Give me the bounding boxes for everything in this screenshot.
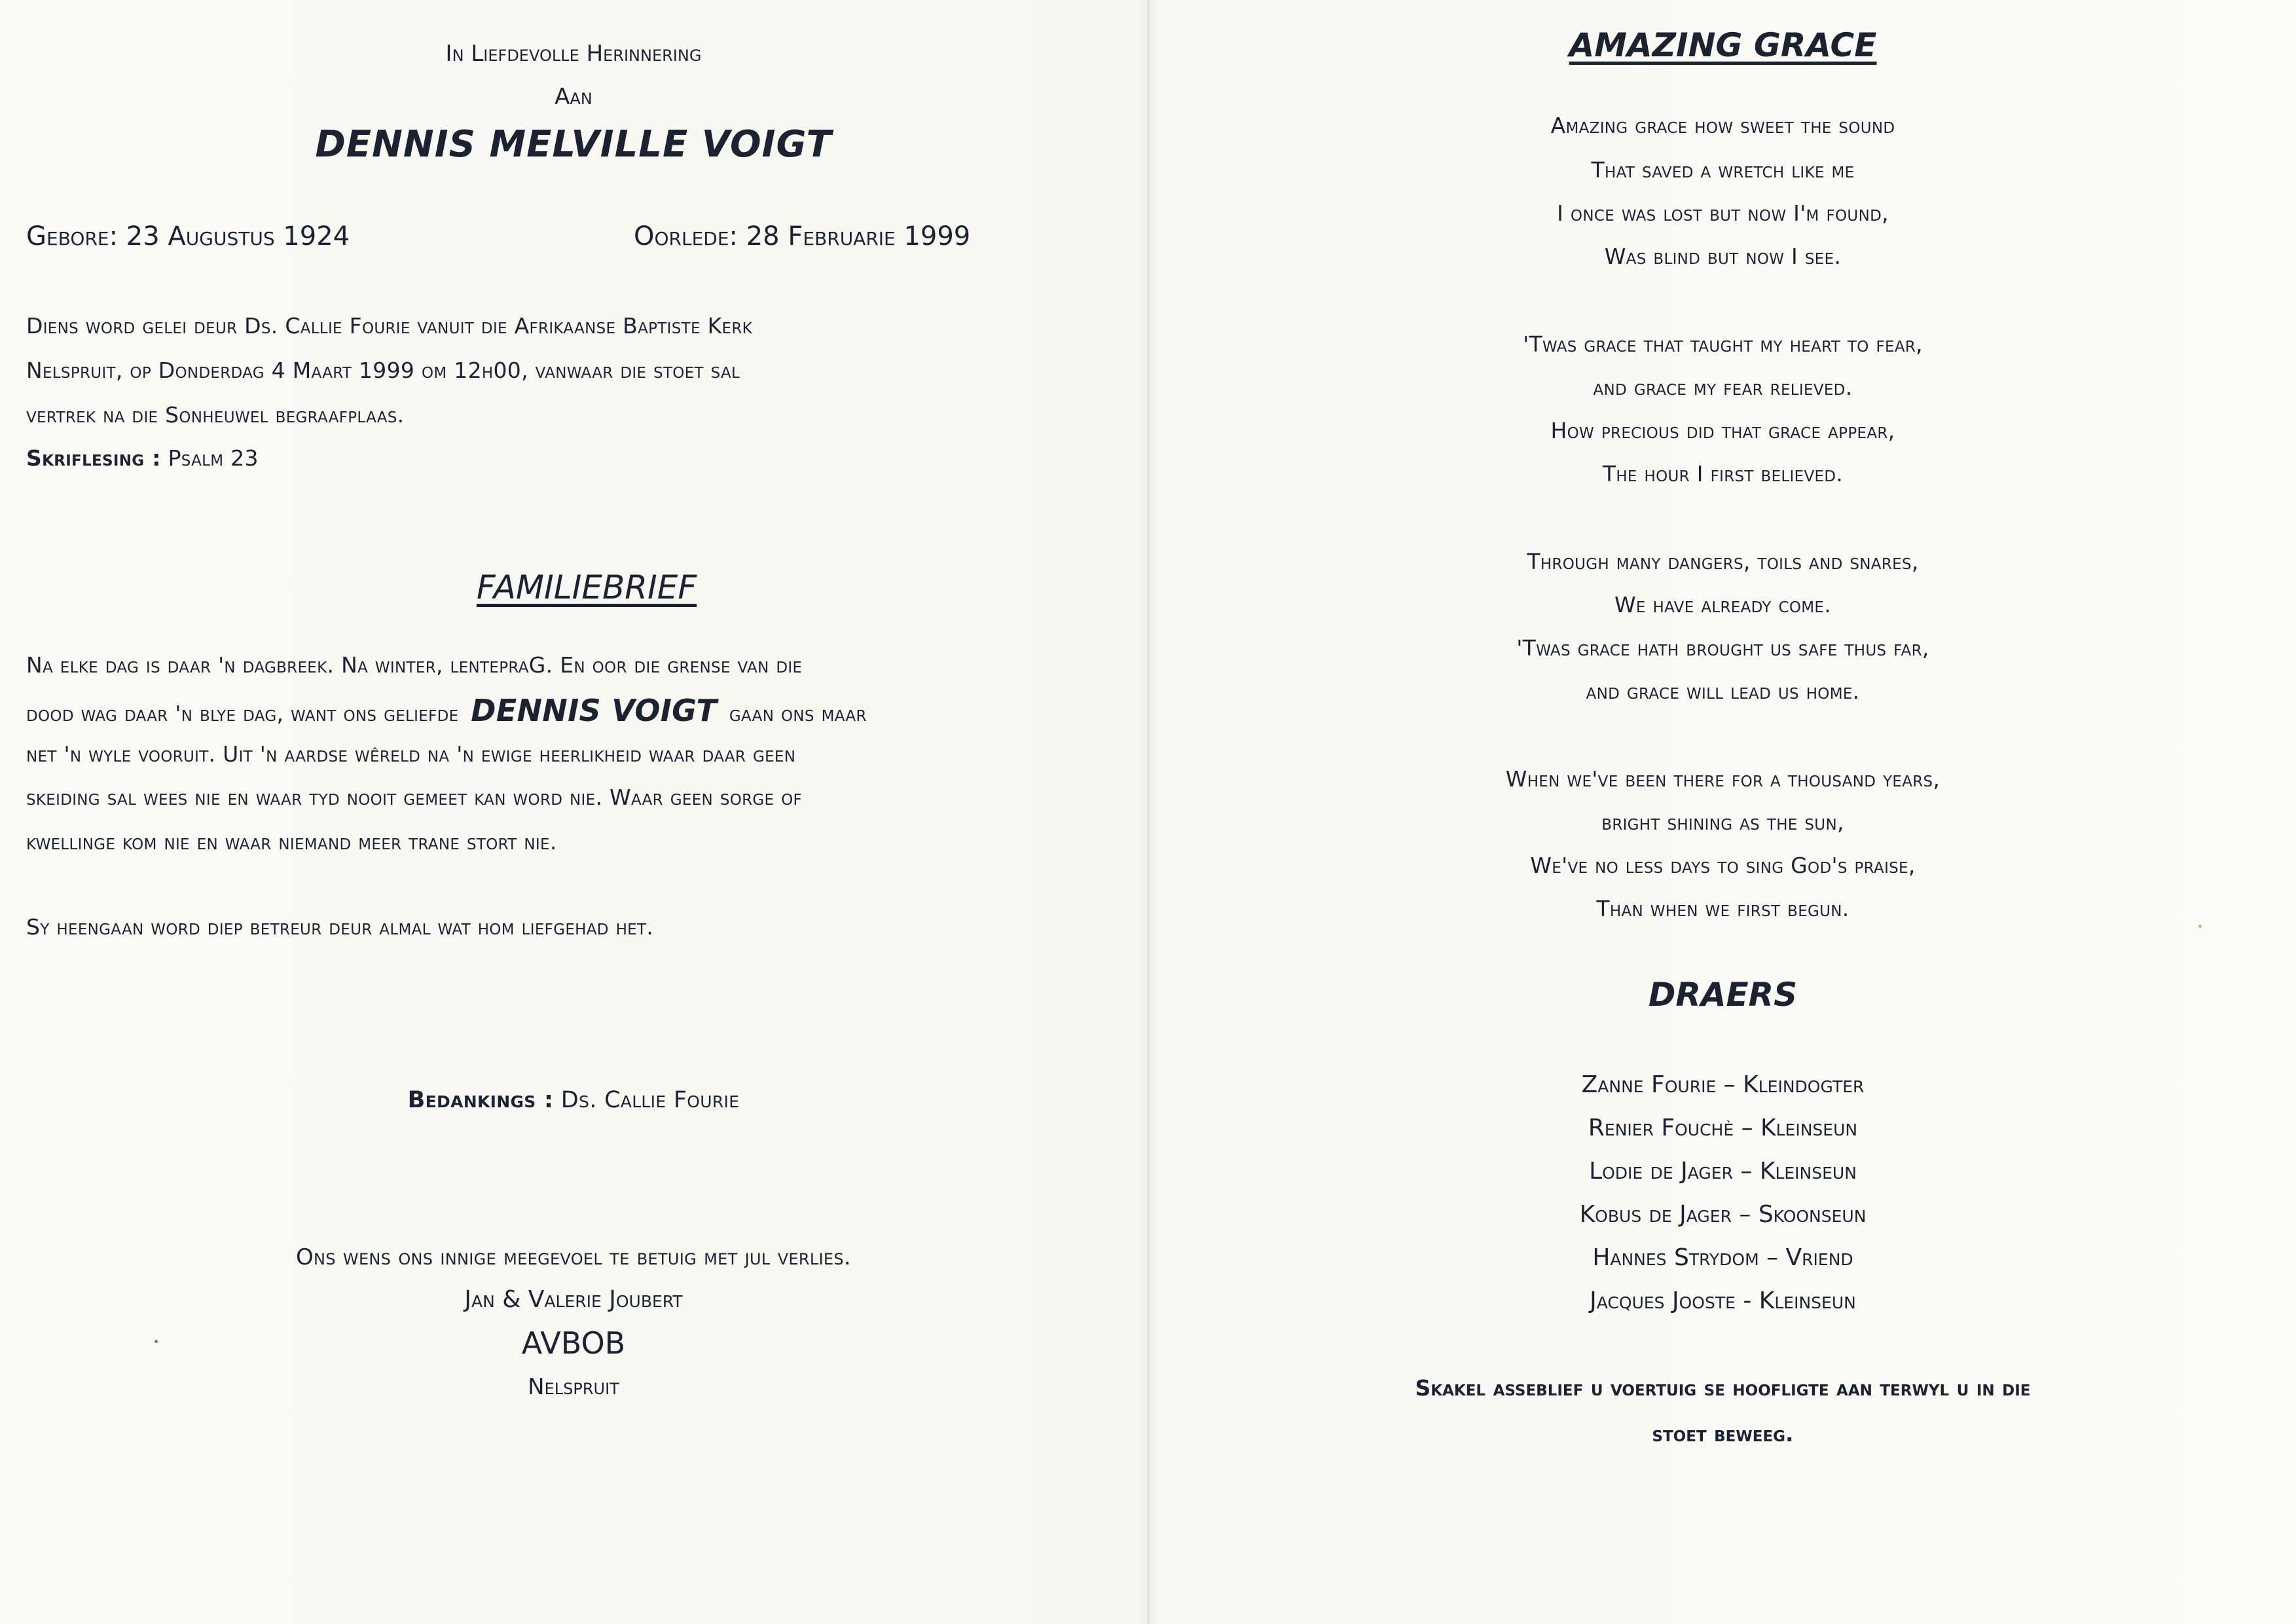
hymn-line: Than when we first begun.	[1596, 896, 1850, 921]
acknowledgements	[0, 1087, 1147, 1113]
pallbearer: Hannes Strydom – Vriend	[1592, 1244, 1853, 1271]
hymn-line: The hour I first believed.	[1602, 461, 1844, 487]
print-speck	[2198, 925, 2202, 928]
deceased-name: DENNIS MELVILLE VOIGT	[315, 123, 832, 166]
memorial-to: Aan	[555, 84, 592, 110]
hymn-line: 'Twas grace that taught my heart to fear,	[1523, 331, 1923, 357]
hymn-line: We've no less days to sing God's praise,	[1530, 853, 1916, 878]
acknowledgements-value: Ds. Callie Fourie	[560, 1087, 740, 1113]
family-letter-title: FAMILIEBRIEF	[476, 568, 697, 606]
scripture-label: Skriflesing :	[26, 445, 161, 471]
hymn-line: I once was lost but now I'm found,	[1557, 200, 1889, 226]
family-letter-name: DENNIS VOIGT	[471, 693, 718, 728]
hymn-line: and grace will lead us home.	[1586, 678, 1860, 704]
hymn-line: Through many dangers, toils and snares,	[1527, 549, 1919, 574]
family-letter-text: dood wag daar 'n blye dag, want ons geliefde	[26, 701, 459, 726]
family-letter-line: kwellinge kom nie en waar niemand meer trane stort nie.	[26, 829, 557, 855]
family-letter-line: Na elke dag is daar 'n dagbreek. Na winter, lentepraG. En oor die grense van die	[26, 652, 803, 678]
headlights-notice: stoet beweeg.	[1652, 1421, 1794, 1447]
hymn-line: Amazing grace how sweet the sound	[1550, 113, 1895, 138]
service-line: Nelspruit, op Donderdag 4 Maart 1999 om 12h00, vanwaar die stoet sal	[26, 358, 740, 383]
family-letter-line: net 'n wyle vooruit. Uit 'n aardse wêreld na 'n ewige heerlikheid waar daar geen	[26, 741, 796, 767]
service-line: Diens word gelei deur Ds. Callie Fourie vanuit die Afrikaanse Baptiste Kerk	[26, 313, 753, 339]
pallbearer: Zanne Fourie – Kleindogter	[1581, 1071, 1865, 1098]
condolence-from: Jan & Valerie Joubert	[464, 1286, 683, 1313]
family-letter-line	[26, 693, 867, 728]
pallbearer: Jacques Jooste - Kleinseun	[1590, 1287, 1856, 1314]
print-speck	[155, 1340, 158, 1343]
death-date: Oorlede: 28 Februarie 1999	[634, 221, 971, 251]
pallbearer: Lodie de Jager – Kleinseun	[1589, 1158, 1857, 1185]
hymn-line: Was blind but now I see.	[1604, 244, 1842, 269]
family-letter-line: skeiding sal wees nie en waar tyd nooit gemeet kan word nie. Waar geen sorge of	[26, 784, 803, 810]
hymn-title: AMAZING GRACE	[1569, 26, 1877, 64]
family-letter-text: gaan ons maar	[729, 701, 867, 726]
hymn-line: That saved a wretch like me	[1591, 157, 1855, 183]
hymn-line: When we've been there for a thousand years,	[1505, 766, 1941, 792]
pallbearer: Kobus de Jager – Skoonseun	[1579, 1201, 1867, 1228]
service-line: vertrek na die Sonheuwel begraafplaas.	[26, 402, 405, 428]
scripture-value: Psalm 23	[168, 445, 259, 471]
birth-date: Gebore: 23 Augustus 1924	[26, 221, 350, 251]
right-page	[1150, 0, 2296, 1624]
hymn-line: How precious did that grace appear,	[1550, 418, 1895, 443]
acknowledgements-label: Bedankings :	[407, 1087, 554, 1113]
headlights-notice: Skakel asseblief u voertuig se hoofligte aan terwyl u in die	[1415, 1375, 2031, 1401]
pallbearer: Renier Fouchè – Kleinseun	[1588, 1115, 1858, 1141]
hymn-line: We have already come.	[1614, 592, 1832, 618]
memorial-heading: In Liefdevolle Herinnering	[445, 41, 702, 67]
mourning-line: Sy heengaan word diep betreur deur almal wat hom liefgehad het.	[26, 914, 654, 940]
condolence-line: Ons wens ons innige meegevoel te betuig met jul verlies.	[295, 1244, 852, 1270]
scripture-reading	[26, 445, 259, 471]
pallbearers-title: DRAERS	[1648, 976, 1798, 1014]
hymn-line: and grace my fear relieved.	[1593, 375, 1853, 400]
hymn-line: 'Twas grace hath brought us safe thus far,	[1516, 635, 1929, 661]
undertaker-name: AVBOB	[521, 1325, 626, 1361]
undertaker-town: Nelspruit	[528, 1374, 619, 1400]
hymn-line: bright shining as the sun,	[1601, 809, 1844, 835]
left-page	[0, 0, 1147, 1624]
